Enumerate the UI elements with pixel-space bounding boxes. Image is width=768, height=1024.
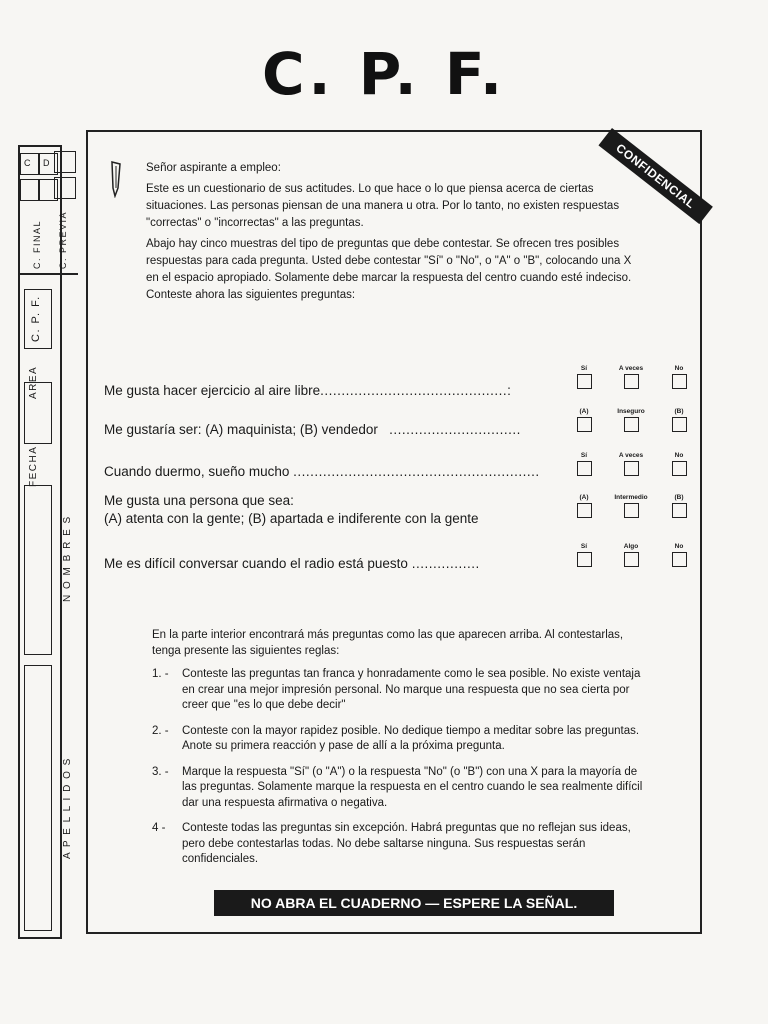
answer-checkbox[interactable] [672, 503, 687, 518]
option-a: (A) [564, 494, 604, 523]
area-value: C. P. F. [30, 295, 42, 342]
question-5 [104, 555, 480, 573]
answer-checkbox[interactable] [672, 417, 687, 432]
dot-leader: ................ [411, 556, 480, 571]
confidential-badge: CONFIDENCIAL [598, 128, 712, 224]
question-3 [104, 463, 540, 481]
apellidos-label: A P E L L I D O S [62, 757, 73, 859]
previa-label: C. PREVIA [58, 210, 68, 269]
answer-checkbox[interactable] [672, 461, 687, 476]
code-letter-c: C [24, 158, 31, 168]
intro-text [146, 160, 638, 308]
code-cell-2[interactable] [20, 179, 39, 201]
fecha-label: FECHA [28, 445, 39, 487]
answer-checkbox[interactable] [672, 374, 687, 389]
code-cell-1[interactable] [54, 151, 76, 173]
option-si: Sí [564, 543, 604, 572]
question-text: (A) atenta con la gente; (B) apartada e indiferente con la gente [104, 511, 479, 526]
rule-text: Conteste todas las preguntas sin excepción. Habrá preguntas que no reflejan sus ideas, pero debe contestarlas todas. No debe saltarse ninguna. Sus respuestas serán confidenciales. [182, 822, 631, 865]
option-a: (A) [564, 408, 604, 437]
apellidos-input[interactable] [24, 665, 52, 931]
rule-text: Conteste las preguntas tan franca y honradamente como le sea posible. No existe ventaja en crear una mejor impresión personal. No marque una respuesta que no sea cierta por creer que "es lo que debe decir" [182, 668, 641, 711]
rule-text: Marque la respuesta "Sí" (o "A") o la respuesta "No" (o "B") con una X para la mayoría de las preguntas. Solamente marque la respuesta en el centro cuando le sea realmente difícil dar una respuesta afirmativa o negativa. [182, 765, 643, 809]
rule-item [152, 667, 652, 714]
option-si: Sí [564, 452, 604, 481]
answer-checkbox[interactable] [624, 552, 639, 567]
nombres-label: N O M B R E S [62, 515, 73, 602]
answer-checkbox[interactable] [577, 374, 592, 389]
dot-leader: ............................... [389, 422, 521, 437]
dot-leader: .......................................................... [293, 464, 540, 479]
option-intermedio: Intermedio [611, 494, 651, 523]
page-title: C. P. F. [261, 40, 506, 108]
code-box [20, 147, 78, 275]
option-si: Sí [564, 365, 604, 394]
rule-item [152, 724, 652, 755]
option-inseguro: Inseguro [611, 408, 651, 437]
area-label: AREA [28, 365, 39, 399]
nombres-input[interactable] [24, 485, 52, 655]
rule-item [152, 821, 652, 868]
rules-section [152, 628, 652, 878]
question-text: Cuando duermo, sueño mucho [104, 464, 290, 479]
answer-checkbox[interactable] [624, 374, 639, 389]
option-no: No [659, 365, 699, 394]
final-label: C. FINAL [32, 219, 42, 269]
question-text-line1: Me gusta una persona que sea: [104, 493, 294, 508]
answer-checkbox[interactable] [577, 552, 592, 567]
code-cell-c-label [20, 153, 39, 175]
answer-checkbox[interactable] [577, 461, 592, 476]
question-1 [104, 382, 511, 400]
answer-checkbox[interactable] [577, 417, 592, 432]
area-box [24, 289, 52, 349]
rule-number: 3. - [152, 765, 169, 778]
question-text: Me gusta hacer ejercicio al aire libre [104, 383, 321, 398]
pen-icon [110, 160, 122, 198]
option-no: No [659, 452, 699, 481]
intro-paragraph-1: Este es un cuestionario de sus actitudes. Lo que hace o lo que piensa acerca de ciertas situaciones. Las personas piensan de una manera u otra. Por lo tanto, no existen respuestas "correctas" o "incorrectas" a las preguntas. [146, 183, 620, 229]
rule-text: Conteste con la mayor rapidez posible. No dedique tiempo a meditar sobre las preguntas. Anote su primera reacción y pase de allí a la próxima pregunta. [182, 724, 640, 752]
area-input[interactable] [24, 382, 52, 444]
answer-checkbox[interactable] [672, 552, 687, 567]
option-no: No [659, 543, 699, 572]
intro-paragraph-2: Abajo hay cinco muestras del tipo de preguntas que debe contestar. Se ofrecen tres posibles respuestas para cada pregunta. Usted debe contestar "Sí" o "No", o "A" o "B", colocando una X en el espacio apropiado. Solamente debe marcar la respuesta del centro cuando esté indeciso. Conteste ahora las siguientes preguntas: [146, 238, 632, 301]
answer-checkbox[interactable] [624, 461, 639, 476]
question-text: Me es difícil conversar cuando el radio está puesto [104, 556, 408, 571]
rule-number: 2. - [152, 724, 169, 737]
answer-checkbox[interactable] [624, 503, 639, 518]
rule-item [152, 765, 652, 812]
code-letter-d: D [43, 158, 50, 168]
code-cell-4[interactable] [54, 177, 76, 199]
option-b: (B) [659, 494, 699, 523]
rules-intro: En la parte interior encontrará más preguntas como las que aparecen arriba. Al contestarlas, tenga presente las siguientes reglas: [152, 629, 624, 657]
dot-leader: ............................................: [320, 383, 512, 398]
option-b: (B) [659, 408, 699, 437]
answer-checkbox[interactable] [624, 417, 639, 432]
rule-number: 4 - [152, 822, 166, 834]
question-4 [104, 492, 479, 528]
answer-checkbox[interactable] [577, 503, 592, 518]
option-algo: Algo [611, 543, 651, 572]
rule-number: 1. - [152, 668, 169, 680]
option-a-veces: A veces [611, 365, 651, 394]
question-2 [104, 421, 521, 439]
footer-banner: NO ABRA EL CUADERNO — ESPERE LA SEÑAL. [214, 890, 614, 916]
salutation: Señor aspirante a empleo: [146, 162, 281, 174]
option-a-veces: A veces [611, 452, 651, 481]
sidebar-form [18, 145, 73, 939]
question-text: Me gustaría ser: (A) maquinista; (B) vendedor [104, 422, 378, 437]
